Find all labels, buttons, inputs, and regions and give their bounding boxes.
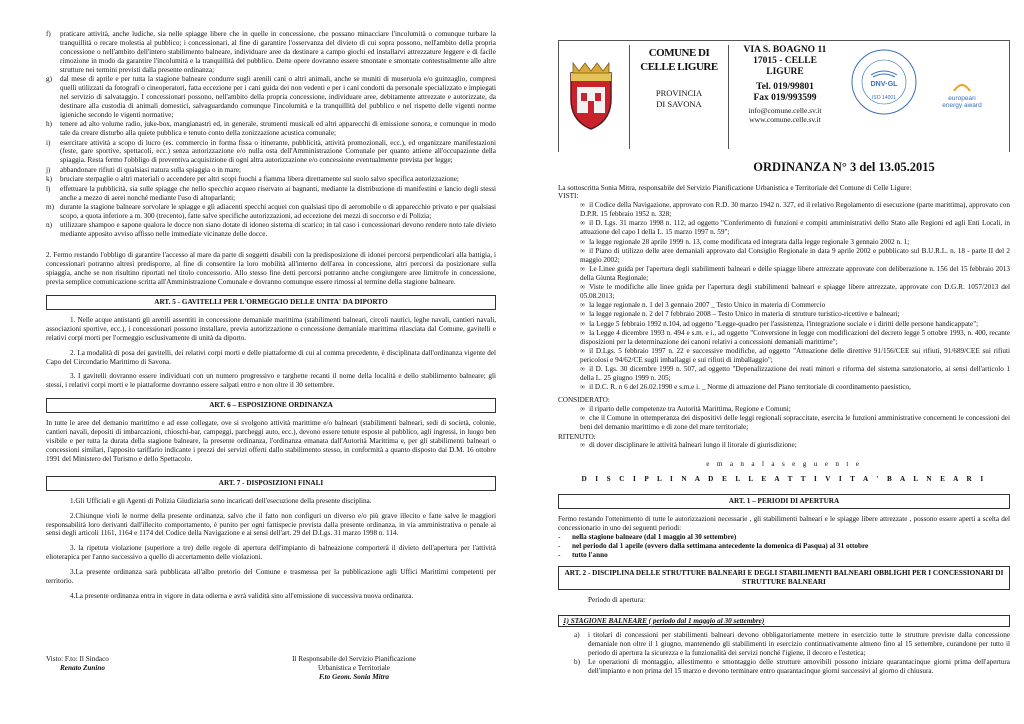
list-item: ∞ il D.Lgs. 5 febbraio 1997 n. 22 e successive modifiche, ad oggetto "Attuazione delle direttive 91/156/CEE sui rifiuti, 91/689/CEE sui rifiuti pericolosi e 94/62/CE sugli imballaggi e sui rifiuti di imballaggio";: [580, 347, 1010, 364]
list-item: ∞ il riparto delle competenze tra Autorità Marittima, Regione e Comuni;: [580, 405, 791, 414]
considerato-label: CONSIDERATO:: [558, 396, 610, 405]
ritenuto-list: [580, 441, 1010, 450]
manager-signature: Il Responsabile del Servizio Pianificazione Urbanistica e Territoriale F.to Geom. Sonia Mitra: [292, 655, 416, 681]
art1-paragraph: Fermo restando l'ottenimento di tutte le autorizzazioni necessarie , gli stabilimenti balneari e le spiagge libere attrezzate , possono essere aperti a scelta del concessionario in uno dei seguenti periodi:: [558, 515, 1010, 533]
intro-text: La sottoscritta Sonia Mitra, responsabile del Servizio Pianificazione Urbanistica e Territoriale del Comune di Celle Ligure:: [558, 183, 912, 192]
periods-list: [558, 533, 1010, 560]
list-item: - tutto l'anno: [558, 550, 608, 559]
list-item: ∞ Viste le modifiche alle linee guida per l'apertura degli stabilimenti balneari e spiagge libere attrezzate, approvate con D.G.R. 1057/2013 del 05.08.2013;: [580, 283, 1010, 301]
list-item: ∞ la Legge 4 dicembre 1993 n. 494 e s.m. e i., ad oggetto "Conversione in legge con modificazioni del decreto legge 5 ottobre 1993, n. 400, recante disposizioni per la determinazione dei canoni relativi a concessioni demaniali marittime";: [580, 328, 1010, 346]
art7-heading: ART. 7 - DISPOSIZIONI FINALI: [46, 476, 496, 491]
list-item: m) durante la stagione balneare sorvolare le spiagge e gli adiacenti specchi acquei con qualsiasi tipo di aeromobile o di apparecchio privato e per qualsiasi scopo, a quota inferiore a m. 300 (trecento), fatte salve specifiche autorizzazioni, ad eccezione dei mezzi di soccorso e di Polizia;: [46, 203, 496, 220]
list-item: ∞ la legge regionale n. 2 del 7 febbraio 2008 – Testo Unico in materia di strutture turistico-ricettive e balneari;: [580, 310, 900, 319]
energy-award-icon: [952, 81, 972, 93]
emana-line: e m a n a l a s e g u e n t e: [706, 460, 862, 469]
letterhead: [558, 40, 1010, 152]
art5-heading: ART. 5 - GAVITELLI PER L'ORMEGGIO DELLE UNITA' DA DIPORTO: [46, 295, 496, 310]
art6-paragraph: In tutte le aree del demanio marittimo e ad esse collegate, ove si svolgono attività marittime e/o balneari (stabilimenti balneari, sedi di società, colonie, cantieri navali, depositi di imbarcazioni, chioschi-bar, campeggi, parcheggi auto, ecc.), devono essere tenute esposte al pubblico, agli ingressi, in luogo ben visibile e per tutta la durata della stagione balneare, la presente ordinanza, l'ordinanza emanata dall'Autorità Marittima e, per gli stabilimenti balneari o concessioni similari, l'apposito tariffario indicante i prezzi dei servizi offerti dallo stabilimento stesso, in conformità a quanto disposto dai D.M. 16 ottobre 1991 del Ministero del Turismo e dello Spettacolo.: [46, 419, 496, 463]
list-item: ∞ la legge regionale 28 aprile 1999 n. 13, come modificata ed integrata dalla legge regionale 3 gennaio 2002 n. 1;: [580, 237, 910, 246]
art1-heading: ART. 1 – PERIODI DI APERTURA: [558, 494, 1010, 509]
coat-of-arms-icon: [563, 59, 619, 131]
art6-heading: ART. 6 – ESPOSIZIONE ORDINANZA: [46, 398, 496, 413]
stagione-list: [574, 631, 1010, 676]
list-item: n) utilizzare shampoo e sapone qualora le docce non siano dotate di idoneo sistema di scarico; in tal caso i concessionari devono rendere noto tale divieto mediante apposito avviso affisso nelle immediate vicinanze delle docce.: [46, 221, 496, 239]
considerato-list: [580, 405, 1010, 432]
visti-label: VISTI:: [558, 192, 579, 201]
list-item: h) tenere ad alto volume radio, juke-box, mangianastri ed, in generale, strumenti musicali ed altri apparecchi di emissione sonora, e comunque in modo tale da creare disturbo alla quiete pubblica e tenuto conto della zonizzazione acustica comunale;: [46, 120, 496, 138]
list-item: f) praticare attività, anche ludiche, sia nelle spiagge libere che in quelle in concessione, che possano minacciare l'incolumità o comunque turbare la tranquillità o recare molestia al pubblico; i concessionari, al fine di garantire l'osservanza del divieto di cui sopra possono, nell'ambito della propria concessione o nell'ambito dell'intero stabilimento balneare, individuare aree da destinare a campo giochi ed installarvi attrezzature leggere e di facile rimozione in modo da garantire l'incolumità e la tranquillità del pubblico. Dette opere dovranno essere smontate e smontate contestualmente alle altre strutture nei termini previsti dalla presente ordinanza;: [46, 30, 496, 74]
art5-paragraph: 1. Nelle acque antistanti gli arenili assentiti in concessione demaniale marittima (stabilimenti balneari, circoli nautici, leghe navali, cantieri navali, associazioni sportive, ecc.), i concessionari possono installare, previa autorizzazione o concessione demaniale marittima rilasciata dal Comune, gavitelli e relativi corpi morti per l'ormeggio esclusivamente di unità da diporto.: [46, 315, 496, 342]
contact-block: VIA S. BOAGNO 11 17015 - CELLE LIGURE Tel. 019/99801 Fax 019/993599 info@comune.celle.sv.it www.comune.celle.sv.it: [743, 45, 827, 124]
list-item: ∞ di dover disciplinare le attività balneari lungo il litorale di giurisdizione;: [580, 441, 797, 450]
list-item: i) esercitare attività a scopo di lucro (es. commercio in forma fissa o itinerante, pubblicità, attività promozionali, ecc.), ed organizzare manifestazioni (feste, gare sportive, spettacoli, ecc.) senza autorizzazione e/o nulla osta dell'Amministrazione Comunale per quanto attiene all'occupazione della spiaggia. Resta fermo l'obbligo di preventiva acquisizione di ogni altra autorizzazione e/o concessione eventualmente prevista per legge;: [46, 138, 496, 165]
list-item: a) i titolari di concessioni per stabilimenti balneari devono obbligatoriamente mettere in esercizio tutte le strutture previste dalla concessione demaniale non oltre il 1 giugno, mantenendo gli stabilimenti in esercizio continuativamente almeno fino al 15 settembre, curandone per tutto il periodo di apertura la sicurezza e la funzionalità dei servizi nonché l'igiene, il decoro e l'estetica;: [574, 631, 1010, 658]
list-item: ∞ il Codice della Navigazione, approvato con R.D. 30 marzo 1942 n. 327, ed il relativo Regolamento di esecuzione (parte marittima), approvato con D.P.R. 15 febbraio 1952 n. 328;: [580, 201, 1010, 219]
list-item: ∞ la legge regionale n. 1 del 3 gennaio 2007 _ Testo Unico in materia di Commercio: [580, 301, 826, 310]
art7-paragraph: 3. la ripetuta violazione (superiore a tre) delle regole di apertura dell'impianto di balneazione comporterà il divieto dell'apertura per l'attività elioterapica per l'anno successivo a quello di accertamento delle violazioni.: [46, 544, 496, 562]
list-item: j) abbandonare rifiuti di qualsiasi natura sulla spiaggia o in mare;: [46, 165, 242, 174]
list-item: ∞ il D.C. R. n 6 del 26.02.1990 e s.m.e i. _ Norme di attuazione del Piano territoriale di coordinamento paesistico,: [580, 383, 911, 392]
mayor-signature: Visto: F.to: Il Sindaco Renato Zunino: [46, 655, 109, 672]
list-item: b) Le operazioni di montaggio, allestimento e smontaggio delle strutture amovibili possono iniziare quarantacinque giorni prima dell'apertura dell'impianto e non prima del 15 marzo e devono terminare entro quarantacinque giorni successivi al giorno di chiusura.: [574, 658, 1010, 676]
visti-list: [580, 201, 1010, 392]
municipality-name: COMUNE DI CELLE LIGURE PROVINCIA DI SAVONA: [629, 45, 729, 149]
art7-paragraph: 2.Chiunque violi le norme della presente ordinanza, salvo che il fatto non configuri un diverso e/o più grave illecito e fatte salve le maggiori responsabilità loro derivanti dall'illecito comportamento, è punito per ogni fattispecie prevista dalla presente ordinanza, in via amministrativa o penale ai sensi degli articoli 1161, 1164 e 1174 del Codice della Navigazione e ai sensi dell'art. 29 del D.Lgs. 31 marzo 1998 n. 114.: [46, 511, 496, 538]
periodo-label: Periodo di apertura:: [588, 595, 646, 604]
list-item: - nel periodo dal 1 aprile (ovvero dalla settimana antecedente la domenica di Pasqua) al 31 ottobre: [558, 541, 869, 550]
ordinance-title: ORDINANZA N° 3 del 13.05.2015: [753, 160, 935, 174]
prohibitions-list: [46, 30, 496, 239]
list-item: g) dal mese di aprile e per tutta la stagione balneare condurre sugli arenili cani o altri animali, anche se muniti di museruola e/o guinzaglio, compresi quelli utilizzati da fotografi o cineoperatori, fatta eccezione per i cani guida dei non vedenti e per i cani condotti da personale specializzato e impiegati nel servizio di salvataggio. I concessionari possono, nell'ambito della propria concessione, individuare aree, debitamente attrezzate e autorizzate, da destinare alla custodia di animali domestici, salvaguardando comunque l'incolumità e la tranquillità del pubblico e nel rispetto delle vigenti norme igieniche secondo le vigenti normative;: [46, 75, 496, 119]
stagione-heading: 1) STAGIONE BALNEARE ( periodo dal 1 maggio al 30 settembre): [558, 615, 1010, 628]
paragraph-2: 2. Fermo restando l'obbligo di garantire l'accesso al mare da parte di soggetti disabili con la predisposizione di idonei percorsi perpendicolari alla battigia, i concessionari potranno altresì predisporre, al fine di consentire la loro mobilità all'interno dell'area in concessione, altri percorsi da posizionare sulla spiaggia, anche se non risultino riportati nel titolo concessorio. Allo stesso fine detti percorsi potranno anche congiungere aree limitrofe in concessione, previa semplice comunicazione scritta all'Amministrazione Comunale e dovranno comunque essere rimossi al termine della stagione balneare.: [46, 251, 496, 286]
list-item: ∞ Le Linee guida per l'apertura degli stabilimenti balneari e delle spiagge libere attrezzate approvate con deliberazione n. 156 del 15 febbraio 2013 della Giunta Regionale;: [580, 264, 1010, 282]
list-item: ∞ che il Comune in ottemperanza dei dispositivi delle leggi regionali sopraccitate, esercita le funzioni amministrative concernenti le concessioni dei beni del demanio marittimo e di zone del mare territoriale;: [580, 414, 1010, 432]
art7-paragraph: 1.Gli Ufficiali e gli Agenti di Polizia Giudiziaria sono incaricati dell'esecuzione della presente disciplina.: [70, 496, 372, 505]
art7-paragraph: 4.La presente ordinanza entra in vigore in data odierna e avrà validità sino all'emissione di successiva nuova ordinanza.: [70, 592, 414, 601]
art5-paragraph: 3. I gavitelli dovranno essere individuati con un numero progressivo e targhette recanti il nome della località e dello stabilimento balneare; gli stessi, i relativi corpi morti e le piattaforme dovranno essere salpati entro e non oltre il 30 settembre.: [46, 372, 496, 390]
list-item: k) bruciare sterpaglie o altri materiali o accendere per altri scopi fuochi a fiamma libera direttamente sul suolo salvo specifica autorizzazione;: [46, 175, 459, 184]
list-item: l) effettuare la pubblicità, sia sulle spiagge che nello specchio acqueo riservato ai bagnanti, mediante la distribuzione di manifestini e lancio degli stessi anche a mezzo di aerei nonché mediante l'uso di altoparlanti;: [46, 184, 496, 202]
dnv-certification-logo: DNV·GL ISO 14001: [849, 47, 919, 117]
list-item: - nella stagione balneare (dal 1 maggio al 30 settembre): [558, 533, 737, 541]
left-column: [46, 30, 496, 601]
list-item: ∞ la Legge 5 febbraio 1992 n.104, ad oggetto "Legge-quadro per l'assistenza, l'integrazione sociale e i diritti delle persone handicappate";: [580, 319, 979, 328]
ritenuto-label: RITENUTO:: [558, 432, 596, 441]
list-item: ∞ il D. Lgs. 30 dicembre 1999 n. 507, ad oggetto "Depenalizzazione dei reati minori e riforma del sistema sanzionatorio, ai sensi dell'articolo 1 della L. 25 giugno 1999 n. 205;: [580, 365, 1010, 383]
art2-heading: ART. 2 - DISCIPLINA DELLE STRUTTURE BALNEARI E DEGLI STABILIMENTI BALNEARI OBBLIGHI PER I CONCESSIONARI DI STRUTTURE BALNEARI: [558, 566, 1010, 590]
art5-paragraph: 2. La modalità di posa dei gavitelli, dei relativi corpi morti e delle piattaforme di cui al comma precedente, è disciplinata dall'ordinanza vigente del Capo del Circondario Marittimo di Savona.: [46, 348, 496, 366]
right-column: [558, 40, 1010, 676]
art7-paragraph: 3.La presente ordinanza sarà pubblicata all'albo pretorio del Comune e trasmessa per la pubblicazione agli Uffici Marittimi competenti per territorio.: [46, 568, 496, 586]
european-energy-award-logo: european energy award: [921, 81, 1003, 111]
list-item: ∞ il Piano di utilizzo delle aree demaniali approvato dal Consiglio Regionale in data 9 aprile 2002 e pubblicato sul B.U.R.L. n. 18 - parte II del 2 maggio 2002;: [580, 246, 1010, 264]
discipline-title: D I S C I P L I N A D E L L E A T T I V I T A ' B A L N E A R I: [581, 475, 987, 484]
list-item: ∞ il D. Lgs. 31 marzo 1998 n. 112, ad oggetto "Conferimento di funzioni e compiti amministrativi dello Stato alle Regioni ed agli Enti Locali, in attuazione del capo I della L. 15 marzo 1997 n. 59";: [580, 219, 1010, 237]
